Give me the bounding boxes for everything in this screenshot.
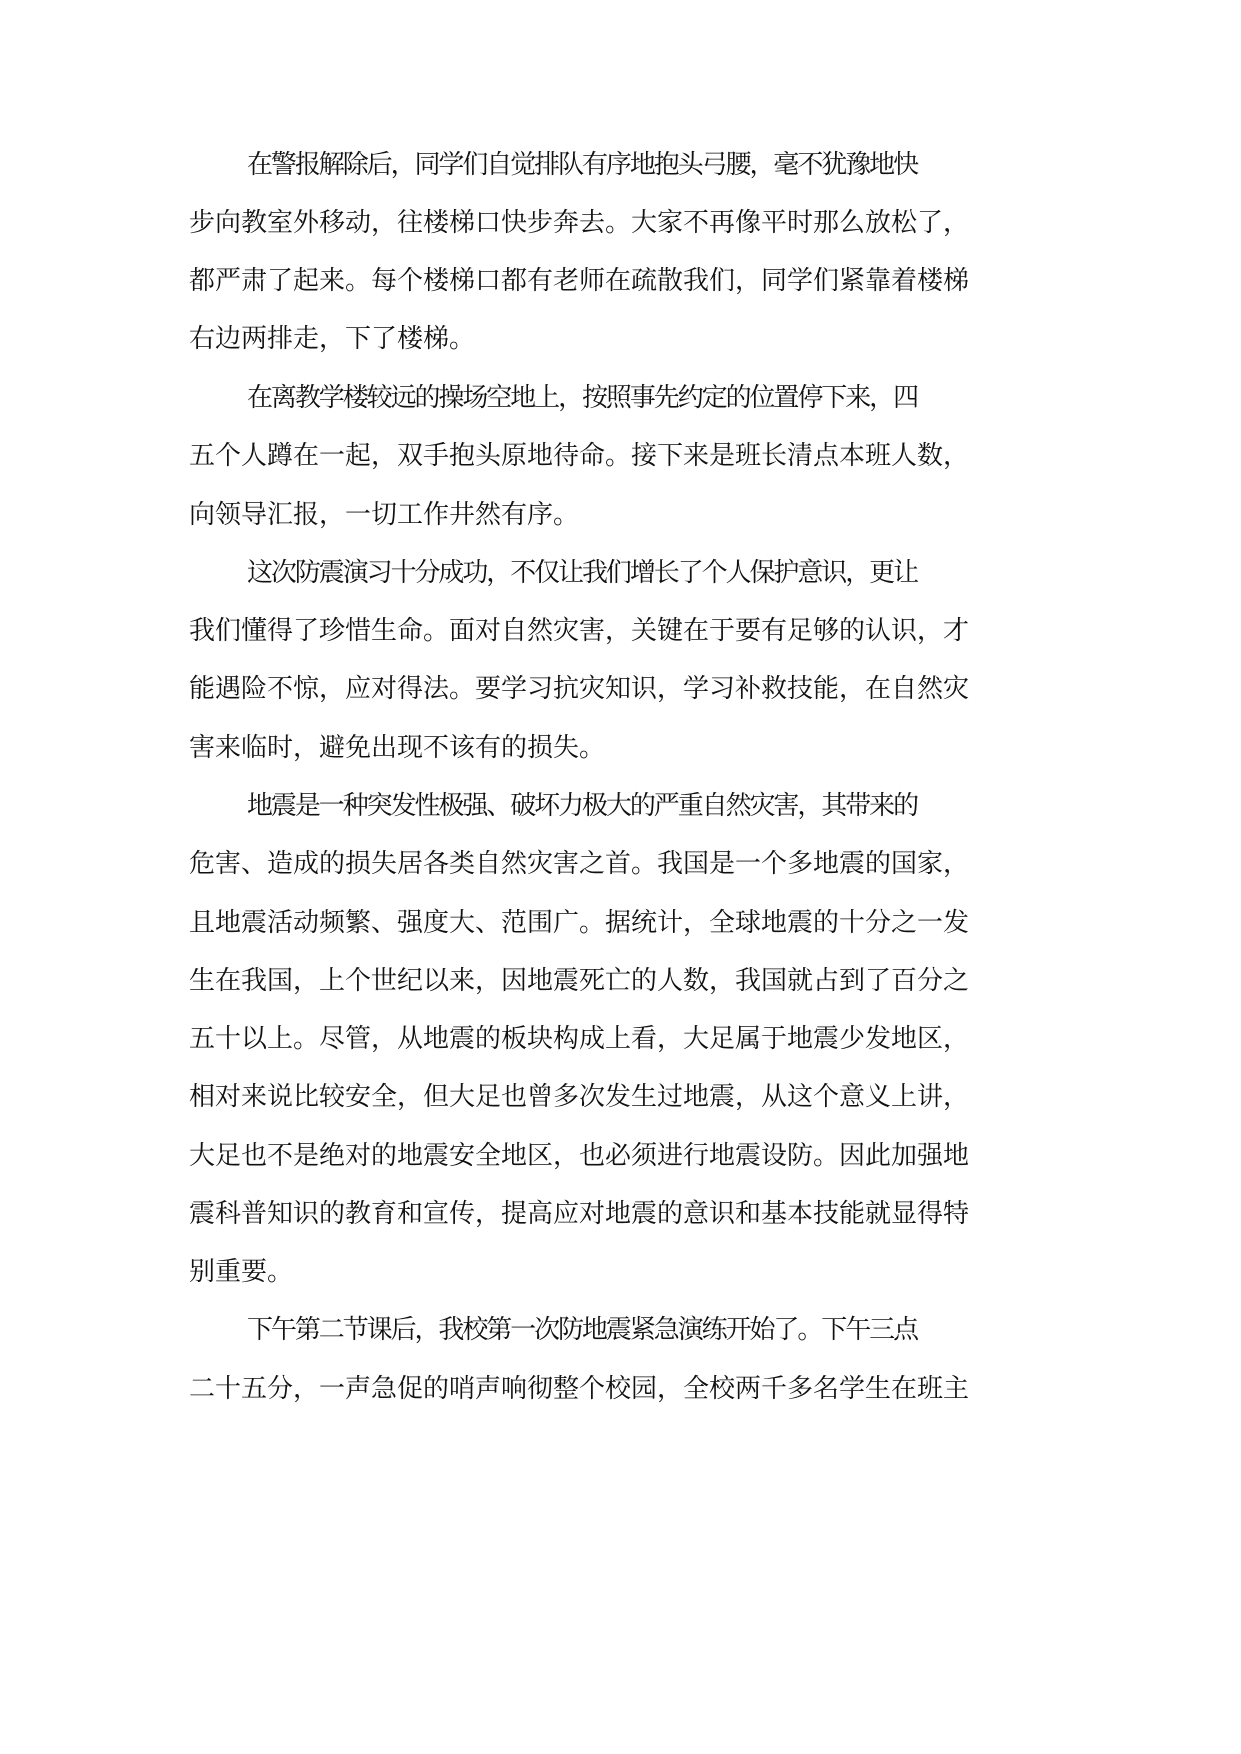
- paragraph-5-line-2: 二十五分，一声急促的哨声响彻整个校园，全校两千多名学生在班主: [189, 1374, 970, 1404]
- paragraph-2-line-2: 五个人蹲在一起，双手抱头原地待命。接下来是班长清点本班人数，: [189, 441, 970, 471]
- paragraph-4-line-1: 地震是一种突发性极强、破坏力极大的严重自然灾害，其带来的: [247, 791, 918, 821]
- paragraph-1-line-1: 在警报解除后，同学们自觉排队有序地抱头弓腰，毫不犹豫地快: [247, 150, 918, 180]
- paragraph-1-line-3: 都严肃了起来。每个楼梯口都有老师在疏散我们，同学们紧靠着楼梯: [189, 266, 970, 296]
- paragraph-4-line-5: 五十以上。尽管，从地震的板块构成上看，大足属于地震少发地区，: [189, 1024, 970, 1054]
- paragraph-4-line-8: 震科普知识的教育和宣传，提高应对地震的意识和基本技能就显得特: [189, 1199, 970, 1229]
- paragraph-3-line-3: 能遇险不惊，应对得法。要学习抗灾知识，学习补救技能，在自然灾: [189, 674, 970, 704]
- paragraph-3-line-4: 害来临时，避免出现不该有的损失。: [189, 733, 606, 763]
- paragraph-4-line-6: 相对来说比较安全，但大足也曾多次发生过地震，从这个意义上讲，: [189, 1082, 970, 1112]
- paragraph-4-line-4: 生在我国，上个世纪以来，因地震死亡的人数，我国就占到了百分之: [189, 966, 970, 996]
- paragraph-4-line-7: 大足也不是绝对的地震安全地区，也必须进行地震设防。因此加强地: [189, 1141, 970, 1171]
- paragraph-2-line-3: 向领导汇报，一切工作井然有序。: [189, 500, 580, 530]
- paragraph-4-line-2: 危害、造成的损失居各类自然灾害之首。我国是一个多地震的国家，: [189, 849, 970, 879]
- paragraph-4-line-3: 且地震活动频繁、强度大、范围广。据统计，全球地震的十分之一发: [189, 908, 970, 938]
- paragraph-3-line-1: 这次防震演习十分成功，不仅让我们增长了个人保护意识，更让: [247, 558, 918, 588]
- paragraph-4-line-9: 别重要。: [189, 1257, 294, 1287]
- paragraph-2-line-1: 在离教学楼较远的操场空地上，按照事先约定的位置停下来，四: [247, 383, 918, 413]
- paragraph-1-line-4: 右边两排走，下了楼梯。: [189, 324, 476, 354]
- paragraph-1-line-2: 步向教室外移动，往楼梯口快步奔去。大家不再像平时那么放松了，: [189, 208, 970, 238]
- paragraph-5-line-1: 下午第二节课后，我校第一次防地震紧急演练开始了。下午三点: [247, 1315, 918, 1345]
- paragraph-3-line-2: 我们懂得了珍惜生命。面对自然灾害，关键在于要有足够的认识，才: [189, 616, 970, 646]
